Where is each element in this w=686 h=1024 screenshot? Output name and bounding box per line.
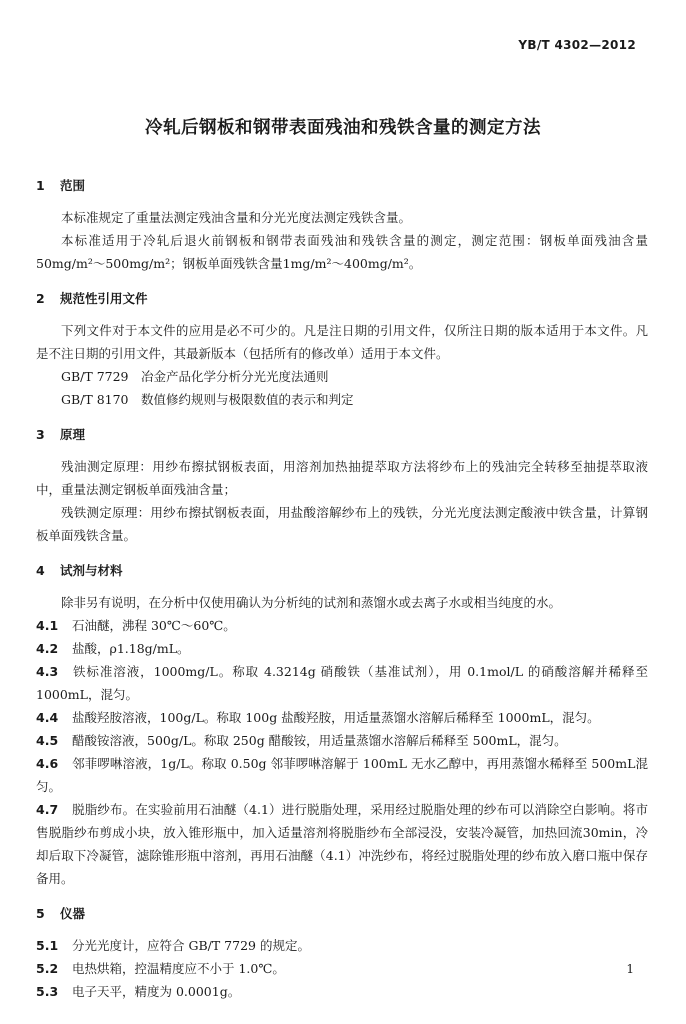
document-title: 冷轧后钢板和钢带表面残油和残铁含量的测定方法 [145, 118, 541, 138]
section-apparatus [36, 904, 648, 1003]
clause-item: 4.7 脱脂纱布。在实验前用石油醚（4.1）进行脱脂处理，采用经过脱脂处理的纱布可以消除空白影响。将市售脱脂纱布剪成小块，放入锥形瓶中，加入适量溶剂将脱脂纱布全部浸没，安装冷凝管，加热回流30min，冷却后取下冷凝管，滤除锥形瓶中溶剂，再用石油醚（4.1）冲洗纱布，将经过脱脂处理的纱布放入磨口瓶中保存备用。 [36, 802, 648, 886]
clause-item: 4.6 邻菲啰啉溶液，1g/L。称取 0.50g 邻菲啰啉溶解于 100mL 无水乙醇中，再用蒸馏水稀释至 500mL混匀。 [36, 756, 648, 794]
section-normative-references [36, 289, 648, 411]
reference-item [36, 388, 648, 411]
standard-number: YB/T 4302—2012 [518, 38, 636, 52]
paragraph: 本标准规定了重量法测定残油含量和分光光度法测定残铁含量。 [61, 210, 412, 225]
section-heading: 1 范围 [36, 178, 86, 193]
section-scope [36, 176, 648, 275]
paragraph: 残油测定原理：用纱布擦拭钢板表面，用溶剂加热抽提萃取方法将纱布上的残油完全转移至抽提萃取液中，重量法测定钢板单面残油含量； [36, 459, 648, 497]
paragraph: 下列文件对于本文件的应用是必不可少的。凡是注日期的引用文件，仅所注日期的版本适用于本文件。凡是不注日期的引用文件，其最新版本（包括所有的修改单）适用于本文件。 [36, 323, 648, 361]
reference-title: 冶金产品化学分析分光光度法通则 [141, 369, 329, 384]
reference-title: 数值修约规则与极限数值的表示和判定 [141, 392, 354, 407]
section-heading: 2 规范性引用文件 [36, 291, 148, 306]
clause-item: 4.3 铁标准溶液，1000mg/L。称取 4.3214g 硝酸铁（基准试剂），用 0.1mol/L 的硝酸溶解并稀释至1000mL，混匀。 [36, 664, 648, 702]
clause-item: 5.3 电子天平，精度为 0.0001g。 [36, 984, 241, 999]
clause-item: 4.5 醋酸铵溶液，500g/L。称取 250g 醋酸铵，用适量蒸馏水溶解后稀释至 500mL，混匀。 [36, 733, 567, 748]
document-body [36, 176, 648, 1017]
page-number: 1 [626, 962, 634, 976]
section-heading: 5 仪器 [36, 906, 86, 921]
paragraph: 残铁测定原理：用纱布擦拭钢板表面，用盐酸溶解纱布上的残铁，分光光度法测定酸液中铁含量，计算钢板单面残铁含量。 [36, 505, 648, 543]
paragraph: 本标准适用于冷轧后退火前钢板和钢带表面残油和残铁含量的测定，测定范围：钢板单面残油含量50mg/m²～500mg/m²；钢板单面残铁含量1mg/m²～400mg/m²。 [36, 233, 648, 271]
paragraph: 除非另有说明，在分析中仅使用确认为分析纯的试剂和蒸馏水或去离子水或相当纯度的水。 [61, 595, 562, 610]
clause-item: 4.2 盐酸，ρ1.18g/mL。 [36, 641, 190, 656]
clause-item: 4.1 石油醚，沸程 30℃～60℃。 [36, 618, 236, 633]
section-heading: 3 原理 [36, 427, 86, 442]
clause-item: 4.4 盐酸羟胺溶液，100g/L。称取 100g 盐酸羟胺，用适量蒸馏水溶解后稀释至 1000mL，混匀。 [36, 710, 600, 725]
reference-code: GB/T 8170 [61, 392, 129, 407]
reference-item [36, 365, 648, 388]
section-reagents [36, 561, 648, 890]
reference-code: GB/T 7729 [61, 369, 129, 384]
section-heading: 4 试剂与材料 [36, 563, 123, 578]
clause-item: 5.2 电热烘箱，控温精度应不小于 1.0℃。 [36, 961, 285, 976]
section-principle [36, 425, 648, 547]
clause-item: 5.1 分光光度计，应符合 GB/T 7729 的规定。 [36, 938, 310, 953]
